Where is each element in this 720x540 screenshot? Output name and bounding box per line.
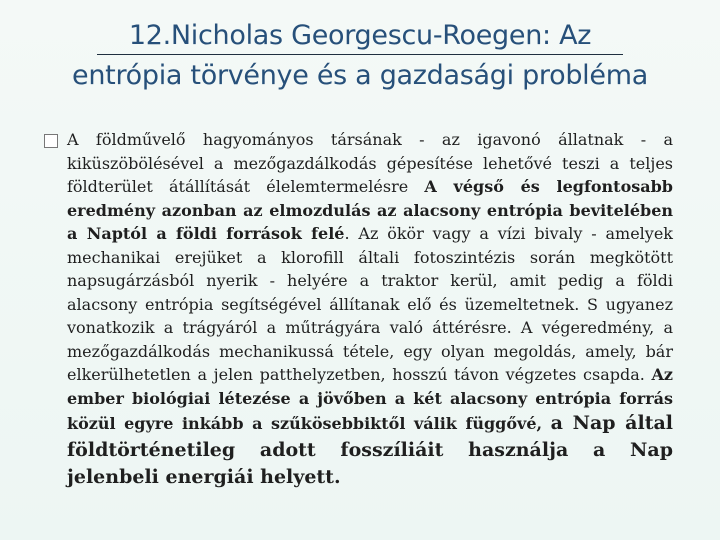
title-line-1: 12.Nicholas Georgescu-Roegen: Az bbox=[128, 20, 592, 51]
slide-title bbox=[20, 16, 700, 96]
bullet-text-bold-1: A végső és legfontosabb eredmény azonban az elmozdulás az alacsony entrópia bevitelében a Naptól a földi források felé bbox=[67, 177, 673, 243]
bullet-text-bold-2: Az ember biológiai létezése a jövőben a két alacsony entrópia forrás közül egyre inkább a szűkösebbiktől válik függővé, bbox=[67, 365, 673, 433]
title-underline bbox=[97, 54, 623, 55]
bullet-text-emphasis: a Nap által földtörténetileg adott fosszíliáit használja a Nap jelenbeli energiái helyett. bbox=[67, 412, 674, 488]
bullet-text bbox=[67, 128, 673, 491]
bullet-square-icon bbox=[44, 134, 58, 148]
bullet-text-part-3: . Az ökör vagy a vízi bivaly - amelyek mechanikai erejüket a klorofill általi fotoszintézis során megkötött napsugárzásból nyerik - helyére a traktor kerül, amit pedig a földi alacsony entrópia segítségével állítanak elő és üzemeltetnek. S ugyanez vonatkozik a trágyáról a műtrágyára való áttérésre. A végeredmény, a mezőgazdálkodás mechanikussá tétele, egy olyan megoldás, amely, bár elkerülhetetlen a jelen patthelyzetben, hosszú távon végzetes csapda. bbox=[67, 224, 674, 384]
title-line-2: entrópia törvénye és a gazdasági probléma bbox=[72, 60, 648, 91]
bullet-text-part-1: A földművelő hagyományos társának - az igavonó állatnak - a kiküszöbölésével a mezőgazdálkodás gépesítése lehetővé teszi a teljes földterület átállítását élelemtermelésre bbox=[67, 130, 673, 196]
